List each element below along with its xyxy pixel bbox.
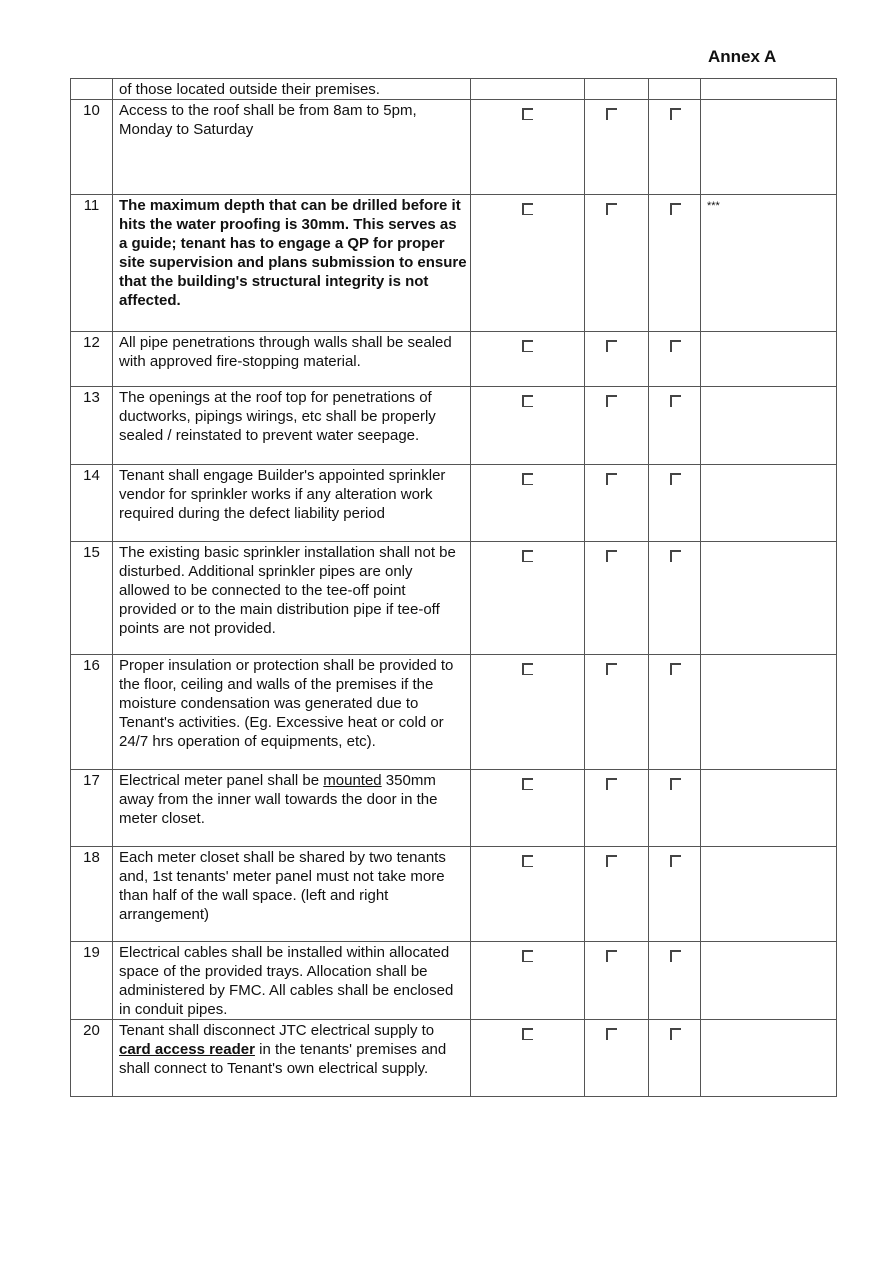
requirement-text: Tenant shall engage Builder's appointed sprinkler vendor for sprinkler works if any alteration work required during the defect liability period (113, 465, 471, 542)
check-cell-2 (585, 195, 649, 332)
check-cell-1 (471, 100, 585, 195)
check-cell-3 (649, 847, 701, 942)
table-row (71, 100, 837, 195)
checkbox-1[interactable] (522, 778, 533, 790)
check-cell-1 (471, 332, 585, 387)
checkbox-1[interactable] (522, 1028, 533, 1040)
checkbox-1[interactable] (522, 855, 533, 867)
remarks-cell (701, 387, 837, 465)
check-cell-2 (585, 1020, 649, 1097)
check-cell-3 (649, 465, 701, 542)
check-cell-2 (585, 655, 649, 770)
remarks-cell (701, 847, 837, 942)
checkbox-3[interactable] (670, 1028, 681, 1040)
row-number: 11 (71, 195, 113, 332)
checkbox-2[interactable] (606, 108, 617, 120)
row-number: 19 (71, 942, 113, 1020)
checkbox-3[interactable] (670, 663, 681, 675)
checkbox-2[interactable] (606, 778, 617, 790)
checkbox-3[interactable] (670, 550, 681, 562)
remarks-cell (701, 332, 837, 387)
check-cell-3 (649, 655, 701, 770)
row-number: 15 (71, 542, 113, 655)
table-row (71, 465, 837, 542)
table-row (71, 387, 837, 465)
row-number: 14 (71, 465, 113, 542)
checkbox-2[interactable] (606, 203, 617, 215)
check-cell-3 (649, 332, 701, 387)
check-cell-2 (585, 465, 649, 542)
requirement-text: The existing basic sprinkler installation shall not be disturbed. Additional sprinkler pipes are only allowed to be connected to the tee-off point provided or to the main distribution pipe if tee-off points are not provided. (113, 542, 471, 655)
checkbox-1[interactable] (522, 108, 533, 120)
check-cell-1 (471, 542, 585, 655)
emphasized-text: card access reader (119, 1041, 255, 1058)
check-cell-3 (649, 100, 701, 195)
checkbox-2[interactable] (606, 855, 617, 867)
checkbox-3[interactable] (670, 395, 681, 407)
checkbox-2[interactable] (606, 340, 617, 352)
checkbox-1[interactable] (522, 395, 533, 407)
checkbox-3[interactable] (670, 950, 681, 962)
check-cell-3 (649, 195, 701, 332)
row-number: 12 (71, 332, 113, 387)
requirement-text: The maximum depth that can be drilled before it hits the water proofing is 30mm. This serves as a guide; tenant has to engage a QP for proper site supervision and plans submission to ensure that the building's structural integrity is not affected. (113, 195, 471, 332)
check-cell-1 (471, 847, 585, 942)
checkbox-2[interactable] (606, 473, 617, 485)
check-cell-1 (471, 195, 585, 332)
row-number: 18 (71, 847, 113, 942)
check-cell-1 (471, 942, 585, 1020)
check-cell-3 (649, 1020, 701, 1097)
table-row (71, 770, 837, 847)
check-cell-3 (649, 387, 701, 465)
checkbox-3[interactable] (670, 340, 681, 352)
check-cell-2 (585, 387, 649, 465)
table-row (71, 332, 837, 387)
remarks-cell (701, 79, 837, 100)
table-row (71, 542, 837, 655)
requirement-text: Proper insulation or protection shall be provided to the floor, ceiling and walls of the premises if the moisture condensation was generated due to Tenant's activities. (Eg. Excessive heat or cold or 24/7 hrs operation of equipments, etc). (113, 655, 471, 770)
checkbox-3[interactable] (670, 778, 681, 790)
requirement-text: Electrical cables shall be installed within allocated space of the provided trays. Allocation shall be administered by FMC. All cables shall be enclosed in conduit pipes. (113, 942, 471, 1020)
remarks-cell (701, 1020, 837, 1097)
checkbox-1[interactable] (522, 473, 533, 485)
requirement-text: The openings at the roof top for penetrations of ductworks, pipings wirings, etc shall be properly sealed / reinstated to prevent water seepage. (113, 387, 471, 465)
requirement-text: of those located outside their premises. (113, 79, 471, 100)
check-cell-1 (471, 79, 585, 100)
check-cell-3 (649, 770, 701, 847)
checkbox-1[interactable] (522, 203, 533, 215)
requirement-text: All pipe penetrations through walls shall be sealed with approved fire-stopping material. (113, 332, 471, 387)
table-row (71, 1020, 837, 1097)
annex-label: Annex A (708, 47, 777, 66)
check-cell-1 (471, 1020, 585, 1097)
checkbox-2[interactable] (606, 663, 617, 675)
check-cell-2 (585, 847, 649, 942)
checkbox-1[interactable] (522, 340, 533, 352)
check-cell-2 (585, 332, 649, 387)
table-row (71, 195, 837, 332)
remarks-cell (701, 770, 837, 847)
table-row (71, 655, 837, 770)
row-number: 20 (71, 1020, 113, 1097)
check-cell-1 (471, 465, 585, 542)
check-cell-3 (649, 942, 701, 1020)
checkbox-3[interactable] (670, 855, 681, 867)
row-number: 17 (71, 770, 113, 847)
check-cell-2 (585, 79, 649, 100)
remarks-cell (701, 542, 837, 655)
row-number: 16 (71, 655, 113, 770)
requirement-text: Electrical meter panel shall be mounted 350mm away from the inner wall towards the door in the meter closet. (113, 770, 471, 847)
requirements-table (70, 78, 837, 1097)
check-cell-2 (585, 770, 649, 847)
checkbox-2[interactable] (606, 395, 617, 407)
checkbox-2[interactable] (606, 1028, 617, 1040)
check-cell-1 (471, 655, 585, 770)
remarks-cell (701, 465, 837, 542)
checkbox-3[interactable] (670, 108, 681, 120)
check-cell-1 (471, 770, 585, 847)
checkbox-1[interactable] (522, 550, 533, 562)
requirement-text: Access to the roof shall be from 8am to 5pm, Monday to Saturday (113, 100, 471, 195)
row-number: 13 (71, 387, 113, 465)
table-row (71, 79, 837, 100)
remarks-cell (701, 100, 837, 195)
check-cell-2 (585, 542, 649, 655)
check-cell-2 (585, 100, 649, 195)
checkbox-1[interactable] (522, 663, 533, 675)
row-number: 10 (71, 100, 113, 195)
remarks-cell (701, 942, 837, 1020)
table-row (71, 847, 837, 942)
checkbox-1[interactable] (522, 950, 533, 962)
checkbox-2[interactable] (606, 550, 617, 562)
requirement-text: Each meter closet shall be shared by two tenants and, 1st tenants' meter panel must not take more than half of the wall space. (left and right arrangement) (113, 847, 471, 942)
row-number (71, 79, 113, 100)
remarks-cell (701, 655, 837, 770)
emphasized-text: mounted (323, 772, 382, 789)
checkbox-3[interactable] (670, 473, 681, 485)
check-cell-2 (585, 942, 649, 1020)
checkbox-3[interactable] (670, 203, 681, 215)
requirement-text: Tenant shall disconnect JTC electrical supply to card access reader in the tenants' premises and shall connect to Tenant's own electrical supply. (113, 1020, 471, 1097)
checkbox-2[interactable] (606, 950, 617, 962)
table-row (71, 942, 837, 1020)
remarks-cell: *** (701, 195, 837, 332)
check-cell-3 (649, 542, 701, 655)
check-cell-3 (649, 79, 701, 100)
check-cell-1 (471, 387, 585, 465)
